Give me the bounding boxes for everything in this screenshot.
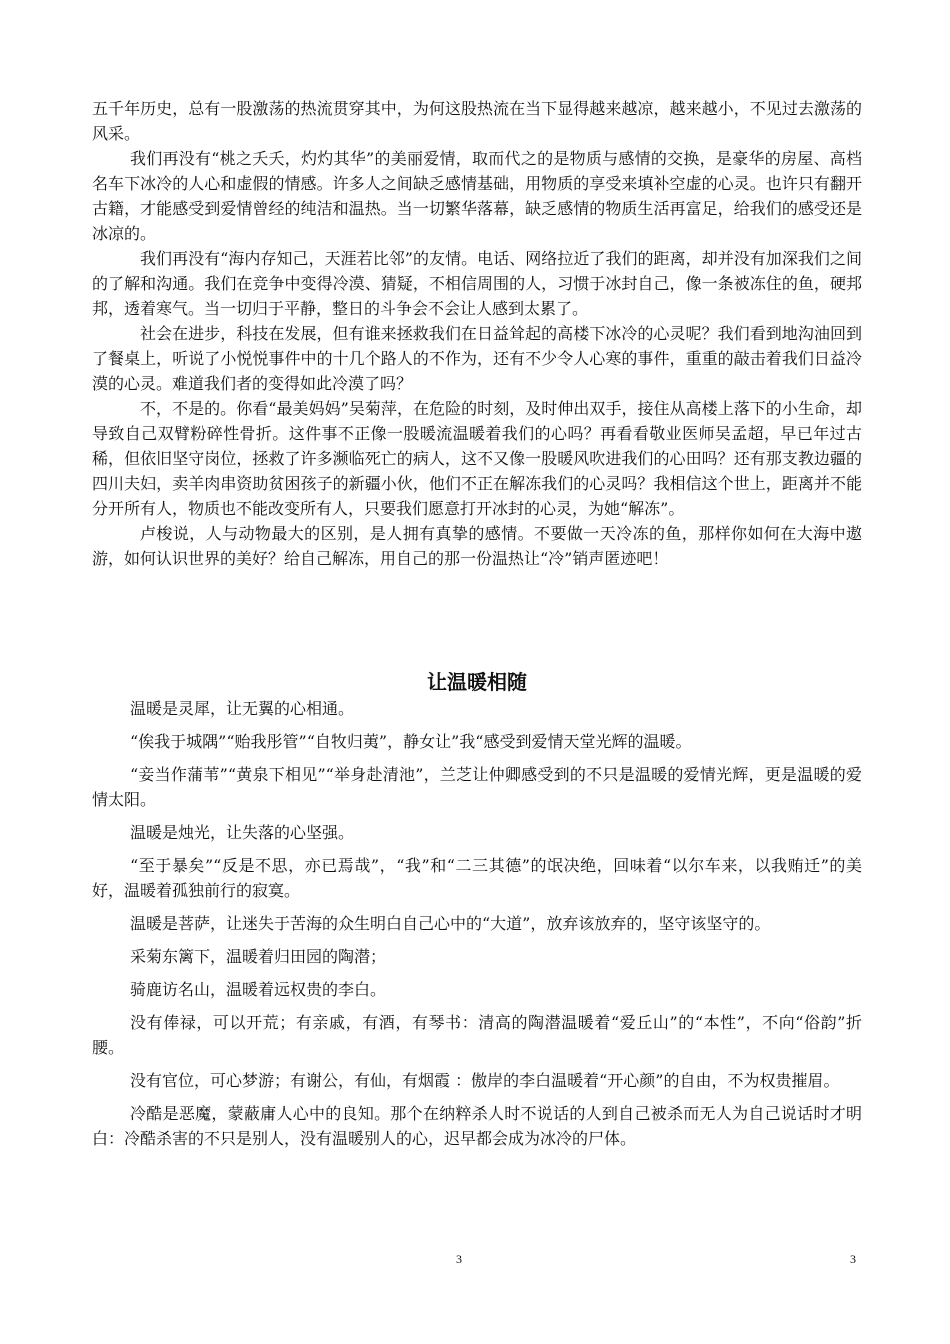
paragraph: 冷酷是恶魔，蒙蔽庸人心中的良知。那个在纳粹杀人时不说话的人到自己被杀而无人为自己说话时才明白：冷酷杀害的不只是别人，没有温暖别人的心，迟早都会成为冰冷的尸体。 (92, 1104, 862, 1148)
paragraph: 五千年历史，总有一股激荡的热流贯穿其中，为何这股热流在当下显得越来越凉，越来越小，不见过去激荡的风采。 (92, 99, 862, 143)
paragraph: 温暖是菩萨，让迷失于苦海的众生明白自己心中的“大道”，放弃该放弃的，坚守该坚守的。 (130, 914, 771, 933)
paragraph: 我们再没有“桃之夭夭，灼灼其华”的美丽爱情，取而代之的是物质与感情的交换，是豪华的房屋、高档名车下冰冷的人心和虚假的情感。许多人之间缺乏感情基础，用物质的享受来填补空虚的心灵。也许只有翻开古籍，才能感受到爱情曾经的纯洁和温热。当一切繁华落幕，缺乏感情的物质生活再富足，给我们的感受还是冰凉的。 (92, 149, 862, 243)
paragraph: 采菊东篱下，温暖着归田园的陶潜； (130, 947, 387, 966)
essay-2-title: 让温暖相随 (427, 670, 527, 694)
paragraph: 温暖是灵犀，让无翼的心相通。 (130, 699, 355, 718)
paragraph: “俟我于城隅”“贻我彤管”“自牧归荑”，静女让”我“感受到爱情天堂光辉的温暖。 (130, 732, 692, 751)
paragraph: 没有俸禄，可以开荒；有亲戚，有酒，有琴书：清高的陶潜温暖着“爱丘山”的“本性”，不向“俗韵”折腰。 (92, 1013, 862, 1057)
paragraph: 没有官位，可心梦游；有谢公，有仙，有烟霞 ：傲岸的李白温暖着“开心颜”的自由，不为权贵摧眉。 (130, 1071, 840, 1090)
page-number-right: 3 (850, 1252, 856, 1266)
paragraph: 温暖是烛光，让失落的心坚强。 (130, 823, 355, 842)
page-number-center: 3 (456, 1252, 462, 1266)
paragraph: “至于暴矣”“反是不思，亦已焉哉”，“我”和“二三其德”的氓决绝，回味着“以尔车来，以我贿迁”的美好，温暖着孤独前行的寂寞。 (92, 856, 862, 900)
paragraph: 社会在进步，科技在发展，但有谁来拯救我们在日益耸起的高楼下冰冷的心灵呢？我们看到地沟油回到了餐桌上，听说了小悦悦事件中的十几个路人的不作为，还有不少令人心寒的事件，重重的敲击着我们日益冷漠的心灵。难道我们者的变得如此冷漠了吗？ (92, 324, 862, 393)
essay-1-body (92, 96, 862, 571)
paragraph: 骑鹿访名山，温暖着远权贵的李白。 (130, 980, 387, 999)
paragraph: “妾当作蒲苇”“黄泉下相见”“举身赴清池”，兰芝让仲卿感受到的不只是温暖的爱情光辉，更是温暖的爱情太阳。 (92, 765, 862, 809)
paragraph: 不，不是的。你看“最美妈妈”吴菊萍，在危险的时刻，及时伸出双手，接住从高楼上落下的小生命，却导致自己双臂粉碎性骨折。这件事不正像一股暖流温暖着我们的心吗？再看看敬业医师吴孟超，早已年过古稀，但依旧坚守岗位，拯救了许多濒临死亡的病人，这不又像一股暖风吹进我们的心田吗？还有那支教边疆的四川夫妇，卖羊肉串资助贫困孩子的新疆小伙，他们不正在解冻我们的心灵吗？我相信这个世上，距离并不能分开所有人，物质也不能改变所有人，只要我们愿意打开冰封的心灵，为她“解冻”。 (92, 399, 862, 518)
paragraph: 卢梭说，人与动物最大的区别，是人拥有真挚的感情。不要做一天冷冻的鱼，那样你如何在大海中遨游，如何认识世界的美好？给自己解冻，用自己的那一份温热让“冷”销声匿迹吧！ (92, 524, 862, 568)
paragraph: 我们再没有“海内存知己，天涯若比邻”的友情。电话、网络拉近了我们的距离，却并没有加深我们之间的了解和沟通。我们在竞争中变得冷漠、猜疑，不相信周围的人，习惯于冰封自己，像一条被冻住的鱼，硬邦邦，透着寒气。当一切归于平静，整日的斗争会不会让人感到太累了。 (92, 249, 862, 318)
essay-2-body (92, 696, 862, 1159)
